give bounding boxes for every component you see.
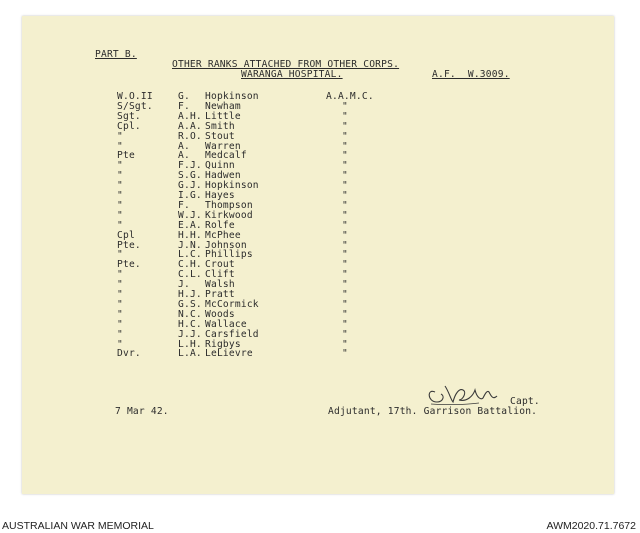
surname-cell: Newham — [205, 100, 241, 112]
initials-cell: L.A. — [178, 348, 202, 360]
surname-cell: Pratt — [205, 289, 235, 300]
surname-cell: Phillips — [205, 249, 253, 261]
personnel-row — [22, 349, 614, 359]
personnel-row — [22, 340, 614, 350]
surname-cell: McCormick — [205, 298, 259, 310]
corps-cell: " — [342, 298, 348, 310]
handwritten-signature — [423, 378, 503, 408]
initials-cell: N.C. — [178, 308, 202, 320]
rank-cell: " — [117, 318, 123, 330]
rank-cell: Pte. — [117, 239, 141, 251]
corps-cell: " — [342, 100, 348, 112]
surname-cell: LeLievre — [205, 348, 253, 360]
corps-cell: " — [342, 140, 348, 152]
personnel-row — [22, 161, 614, 171]
surname-cell: Kirkwood — [205, 209, 253, 221]
surname-cell: Medcalf — [205, 150, 247, 162]
personnel-row — [22, 320, 614, 330]
rank-cell: " — [117, 130, 123, 142]
rank-cell: " — [117, 338, 123, 350]
footer-accession-number: AWM2020.71.7672 — [546, 520, 636, 532]
initials-cell: C.H. — [178, 259, 202, 271]
personnel-row — [22, 231, 614, 241]
initials-cell: A. — [178, 140, 190, 152]
initials-cell: R.O. — [178, 130, 202, 142]
personnel-row — [22, 241, 614, 251]
personnel-row — [22, 151, 614, 161]
form-number: A.F. W.3009. — [432, 69, 510, 80]
corps-cell: " — [342, 190, 348, 201]
initials-cell: A.H. — [178, 110, 202, 122]
initials-cell: H.J. — [178, 289, 202, 300]
surname-cell: Hopkinson — [205, 91, 259, 102]
initials-cell: C.L. — [178, 269, 202, 281]
rank-cell: Sgt. — [117, 110, 141, 122]
surname-cell: Hadwen — [205, 170, 241, 182]
surname-cell: Rolfe — [205, 219, 235, 231]
initials-cell: W.J. — [178, 209, 202, 221]
document-date: 7 Mar 42. — [115, 406, 169, 417]
rank-cell: " — [117, 219, 123, 231]
personnel-row — [22, 280, 614, 290]
rank-cell: Cpl. — [117, 120, 141, 132]
personnel-row — [22, 260, 614, 270]
surname-cell: Hayes — [205, 190, 235, 201]
personnel-row — [22, 102, 614, 112]
surname-cell: Rigbys — [205, 338, 241, 350]
corps-cell: " — [342, 318, 348, 330]
rank-cell: " — [117, 160, 123, 172]
hospital-title: WARANGA HOSPITAL. — [241, 69, 343, 80]
personnel-row — [22, 330, 614, 340]
document-paper — [22, 16, 614, 494]
personnel-row — [22, 171, 614, 181]
initials-cell: A.A. — [178, 120, 202, 132]
initials-cell: J.N. — [178, 239, 202, 251]
initials-cell: H.H. — [178, 229, 202, 241]
personnel-row — [22, 142, 614, 152]
surname-cell: Stout — [205, 130, 235, 142]
personnel-row — [22, 310, 614, 320]
surname-cell: Thompson — [205, 199, 253, 211]
corps-cell: " — [342, 180, 348, 192]
surname-cell: Little — [205, 110, 241, 122]
personnel-row — [22, 300, 614, 310]
initials-cell: L.C. — [178, 249, 202, 261]
corps-cell: A.A.M.C. — [326, 91, 374, 102]
corps-cell: " — [342, 239, 348, 251]
rank-cell: Pte. — [117, 259, 141, 271]
rank-cell: " — [117, 180, 123, 192]
rank-cell: " — [117, 298, 123, 310]
personnel-row — [22, 290, 614, 300]
rank-cell: " — [117, 199, 123, 211]
corps-cell: " — [342, 229, 348, 241]
corps-cell: " — [342, 269, 348, 281]
corps-cell: " — [342, 348, 348, 360]
document-title: OTHER RANKS ATTACHED FROM OTHER CORPS. — [172, 59, 400, 70]
initials-cell: J. — [178, 279, 190, 291]
rank-cell: " — [117, 209, 123, 221]
corps-cell: " — [342, 338, 348, 350]
personnel-row — [22, 191, 614, 201]
initials-cell: I.G. — [178, 190, 202, 201]
personnel-row — [22, 92, 614, 102]
initials-cell: L.H. — [178, 338, 202, 350]
rank-cell: W.O.II — [117, 91, 153, 102]
corps-cell: " — [342, 120, 348, 132]
surname-cell: Quinn — [205, 160, 235, 172]
personnel-row — [22, 250, 614, 260]
rank-cell: Cpl — [117, 229, 135, 241]
personnel-row — [22, 270, 614, 280]
surname-cell: Carsfield — [205, 328, 259, 340]
rank-cell: " — [117, 308, 123, 320]
personnel-row — [22, 112, 614, 122]
initials-cell: F. — [178, 100, 190, 112]
initials-cell: E.A. — [178, 219, 202, 231]
corps-cell: " — [342, 199, 348, 211]
corps-cell: " — [342, 130, 348, 142]
rank-cell: " — [117, 269, 123, 281]
initials-cell: J.J. — [178, 328, 202, 340]
initials-cell: G.J. — [178, 180, 202, 192]
surname-cell: Smith — [205, 120, 235, 132]
surname-cell: Wallace — [205, 318, 247, 330]
surname-cell: McPhee — [205, 229, 241, 241]
surname-cell: Walsh — [205, 279, 235, 291]
rank-cell: Dvr. — [117, 348, 141, 360]
personnel-row — [22, 132, 614, 142]
initials-cell: F.J. — [178, 160, 202, 172]
personnel-row — [22, 211, 614, 221]
initials-cell: G.S. — [178, 298, 202, 310]
rank-cell: S/Sgt. — [117, 100, 153, 112]
corps-cell: " — [342, 289, 348, 300]
initials-cell: S.G. — [178, 170, 202, 182]
surname-cell: Hopkinson — [205, 180, 259, 192]
personnel-row — [22, 221, 614, 231]
corps-cell: " — [342, 160, 348, 172]
rank-cell: " — [117, 279, 123, 291]
rank-cell: Pte — [117, 150, 135, 162]
personnel-row — [22, 181, 614, 191]
rank-cell: " — [117, 289, 123, 300]
surname-cell: Johnson — [205, 239, 247, 251]
corps-cell: " — [342, 259, 348, 271]
rank-cell: " — [117, 170, 123, 182]
surname-cell: Crout — [205, 259, 235, 271]
surname-cell: Clift — [205, 269, 235, 281]
rank-cell: " — [117, 190, 123, 201]
surname-cell: Warren — [205, 140, 241, 152]
surname-cell: Woods — [205, 308, 235, 320]
initials-cell: A. — [178, 150, 190, 162]
rank-cell: " — [117, 328, 123, 340]
personnel-row — [22, 201, 614, 211]
corps-cell: " — [342, 110, 348, 122]
corps-cell: " — [342, 150, 348, 162]
corps-cell: " — [342, 249, 348, 261]
footer-institution: AUSTRALIAN WAR MEMORIAL — [2, 520, 154, 532]
corps-cell: " — [342, 219, 348, 231]
part-label: PART B. — [95, 49, 137, 60]
corps-cell: " — [342, 308, 348, 320]
rank-cell: " — [117, 249, 123, 261]
signature-title: Adjutant, 17th. Garrison Battalion. — [328, 406, 538, 417]
signature-rank: Capt. — [510, 396, 540, 407]
initials-cell: G. — [178, 91, 190, 102]
personnel-row — [22, 122, 614, 132]
initials-cell: H.C. — [178, 318, 202, 330]
corps-cell: " — [342, 170, 348, 182]
corps-cell: " — [342, 209, 348, 221]
corps-cell: " — [342, 328, 348, 340]
initials-cell: F. — [178, 199, 190, 211]
rank-cell: " — [117, 140, 123, 152]
corps-cell: " — [342, 279, 348, 291]
